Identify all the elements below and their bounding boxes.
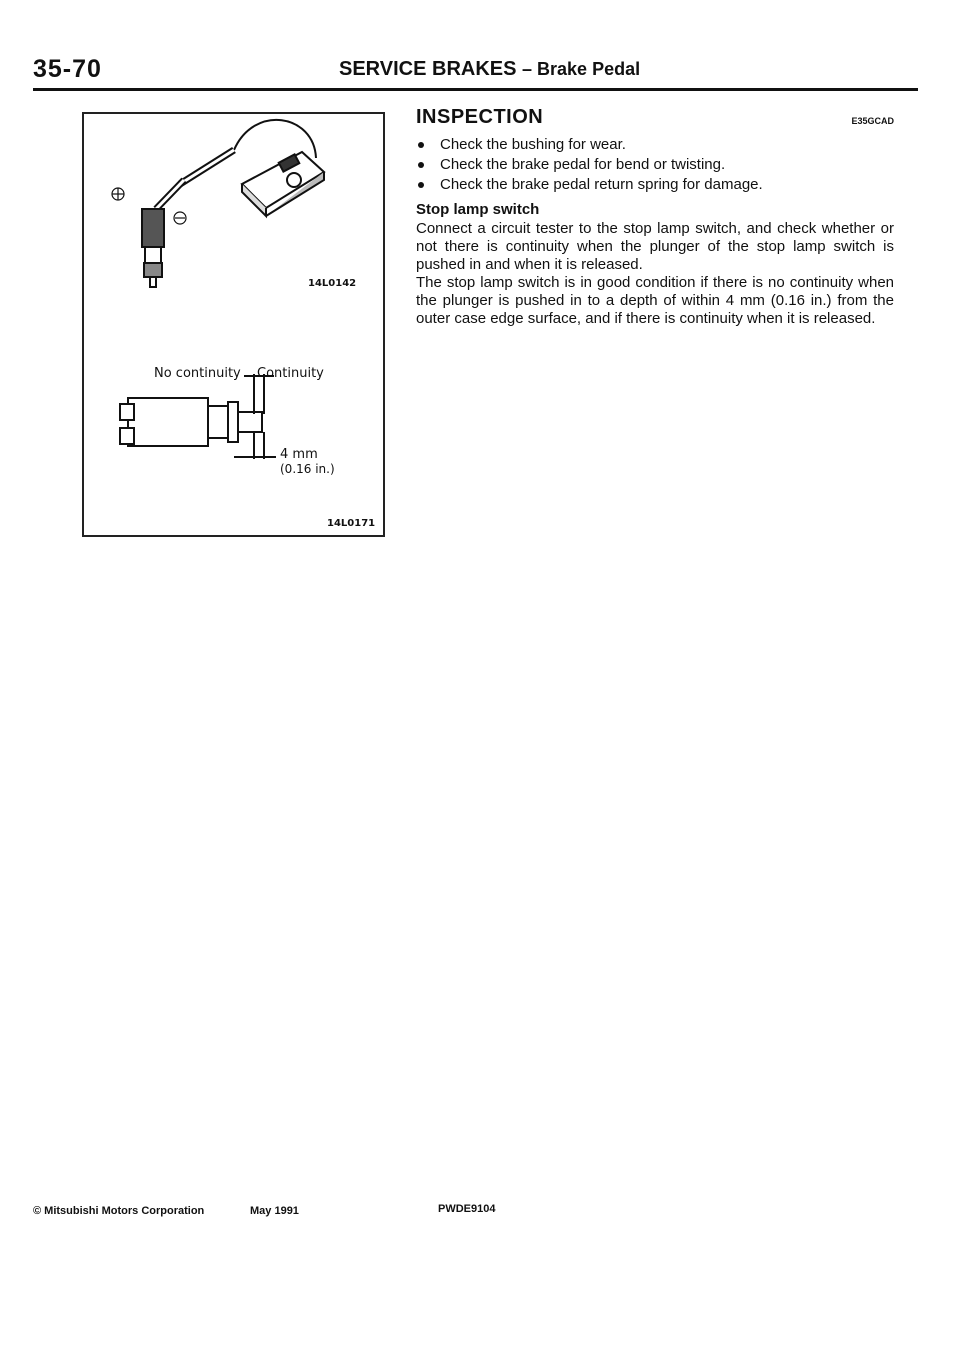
inspection-section (416, 106, 894, 328)
figure-code-top: 14L0142 (308, 278, 357, 289)
section-subtitle: – Brake Pedal (522, 59, 641, 79)
stop-lamp-switch-icon (142, 209, 164, 287)
page-header (33, 55, 918, 93)
label-no-continuity: No continuity (154, 366, 241, 381)
list-item: Check the brake pedal for bend or twisting. (416, 155, 894, 175)
section-title-main: SERVICE BRAKES (339, 58, 517, 80)
footer-date: May 1991 (250, 1205, 299, 1217)
stop-lamp-switch-heading: Stop lamp switch (416, 201, 540, 218)
condition-paragraph: The stop lamp switch is in good condition if there is no continuity when the plunger is pushed in to a depth of within 4 mm (0.16 in.) from the outer case edge surface, and if there is continuity when it is released. (416, 274, 894, 327)
illustration-figure (82, 112, 385, 537)
page-number: 35-70 (33, 55, 102, 83)
instruction-paragraph: Connect a circuit tester to the stop lamp switch, and check whether or not there is continuity when the plunger of the stop lamp switch is pushed in and when it is released. (416, 220, 894, 273)
label-continuity: Continuity (257, 366, 324, 381)
list-item: Check the bushing for wear. (416, 135, 894, 155)
inspection-title: INSPECTION (416, 106, 544, 128)
footer-document-code: PWDE9104 (438, 1203, 496, 1215)
minus-terminal-icon (174, 212, 186, 224)
circuit-tester-illustration (84, 114, 383, 535)
plus-terminal-icon (112, 188, 124, 200)
header-rule (33, 88, 918, 91)
label-dimension-mm: 4 mm (280, 447, 318, 462)
list-item: Check the brake pedal return spring for damage. (416, 175, 894, 195)
inspection-checklist (416, 135, 894, 195)
switch-side-view-icon (120, 374, 276, 459)
label-dimension-in: (0.16 in.) (280, 462, 335, 476)
reference-code: E35GCAD (851, 116, 894, 126)
figure-code-bottom: 14L0171 (327, 518, 376, 529)
tester-icon (242, 152, 324, 216)
footer-copyright: © Mitsubishi Motors Corporation (33, 1205, 205, 1217)
section-title (339, 58, 640, 81)
